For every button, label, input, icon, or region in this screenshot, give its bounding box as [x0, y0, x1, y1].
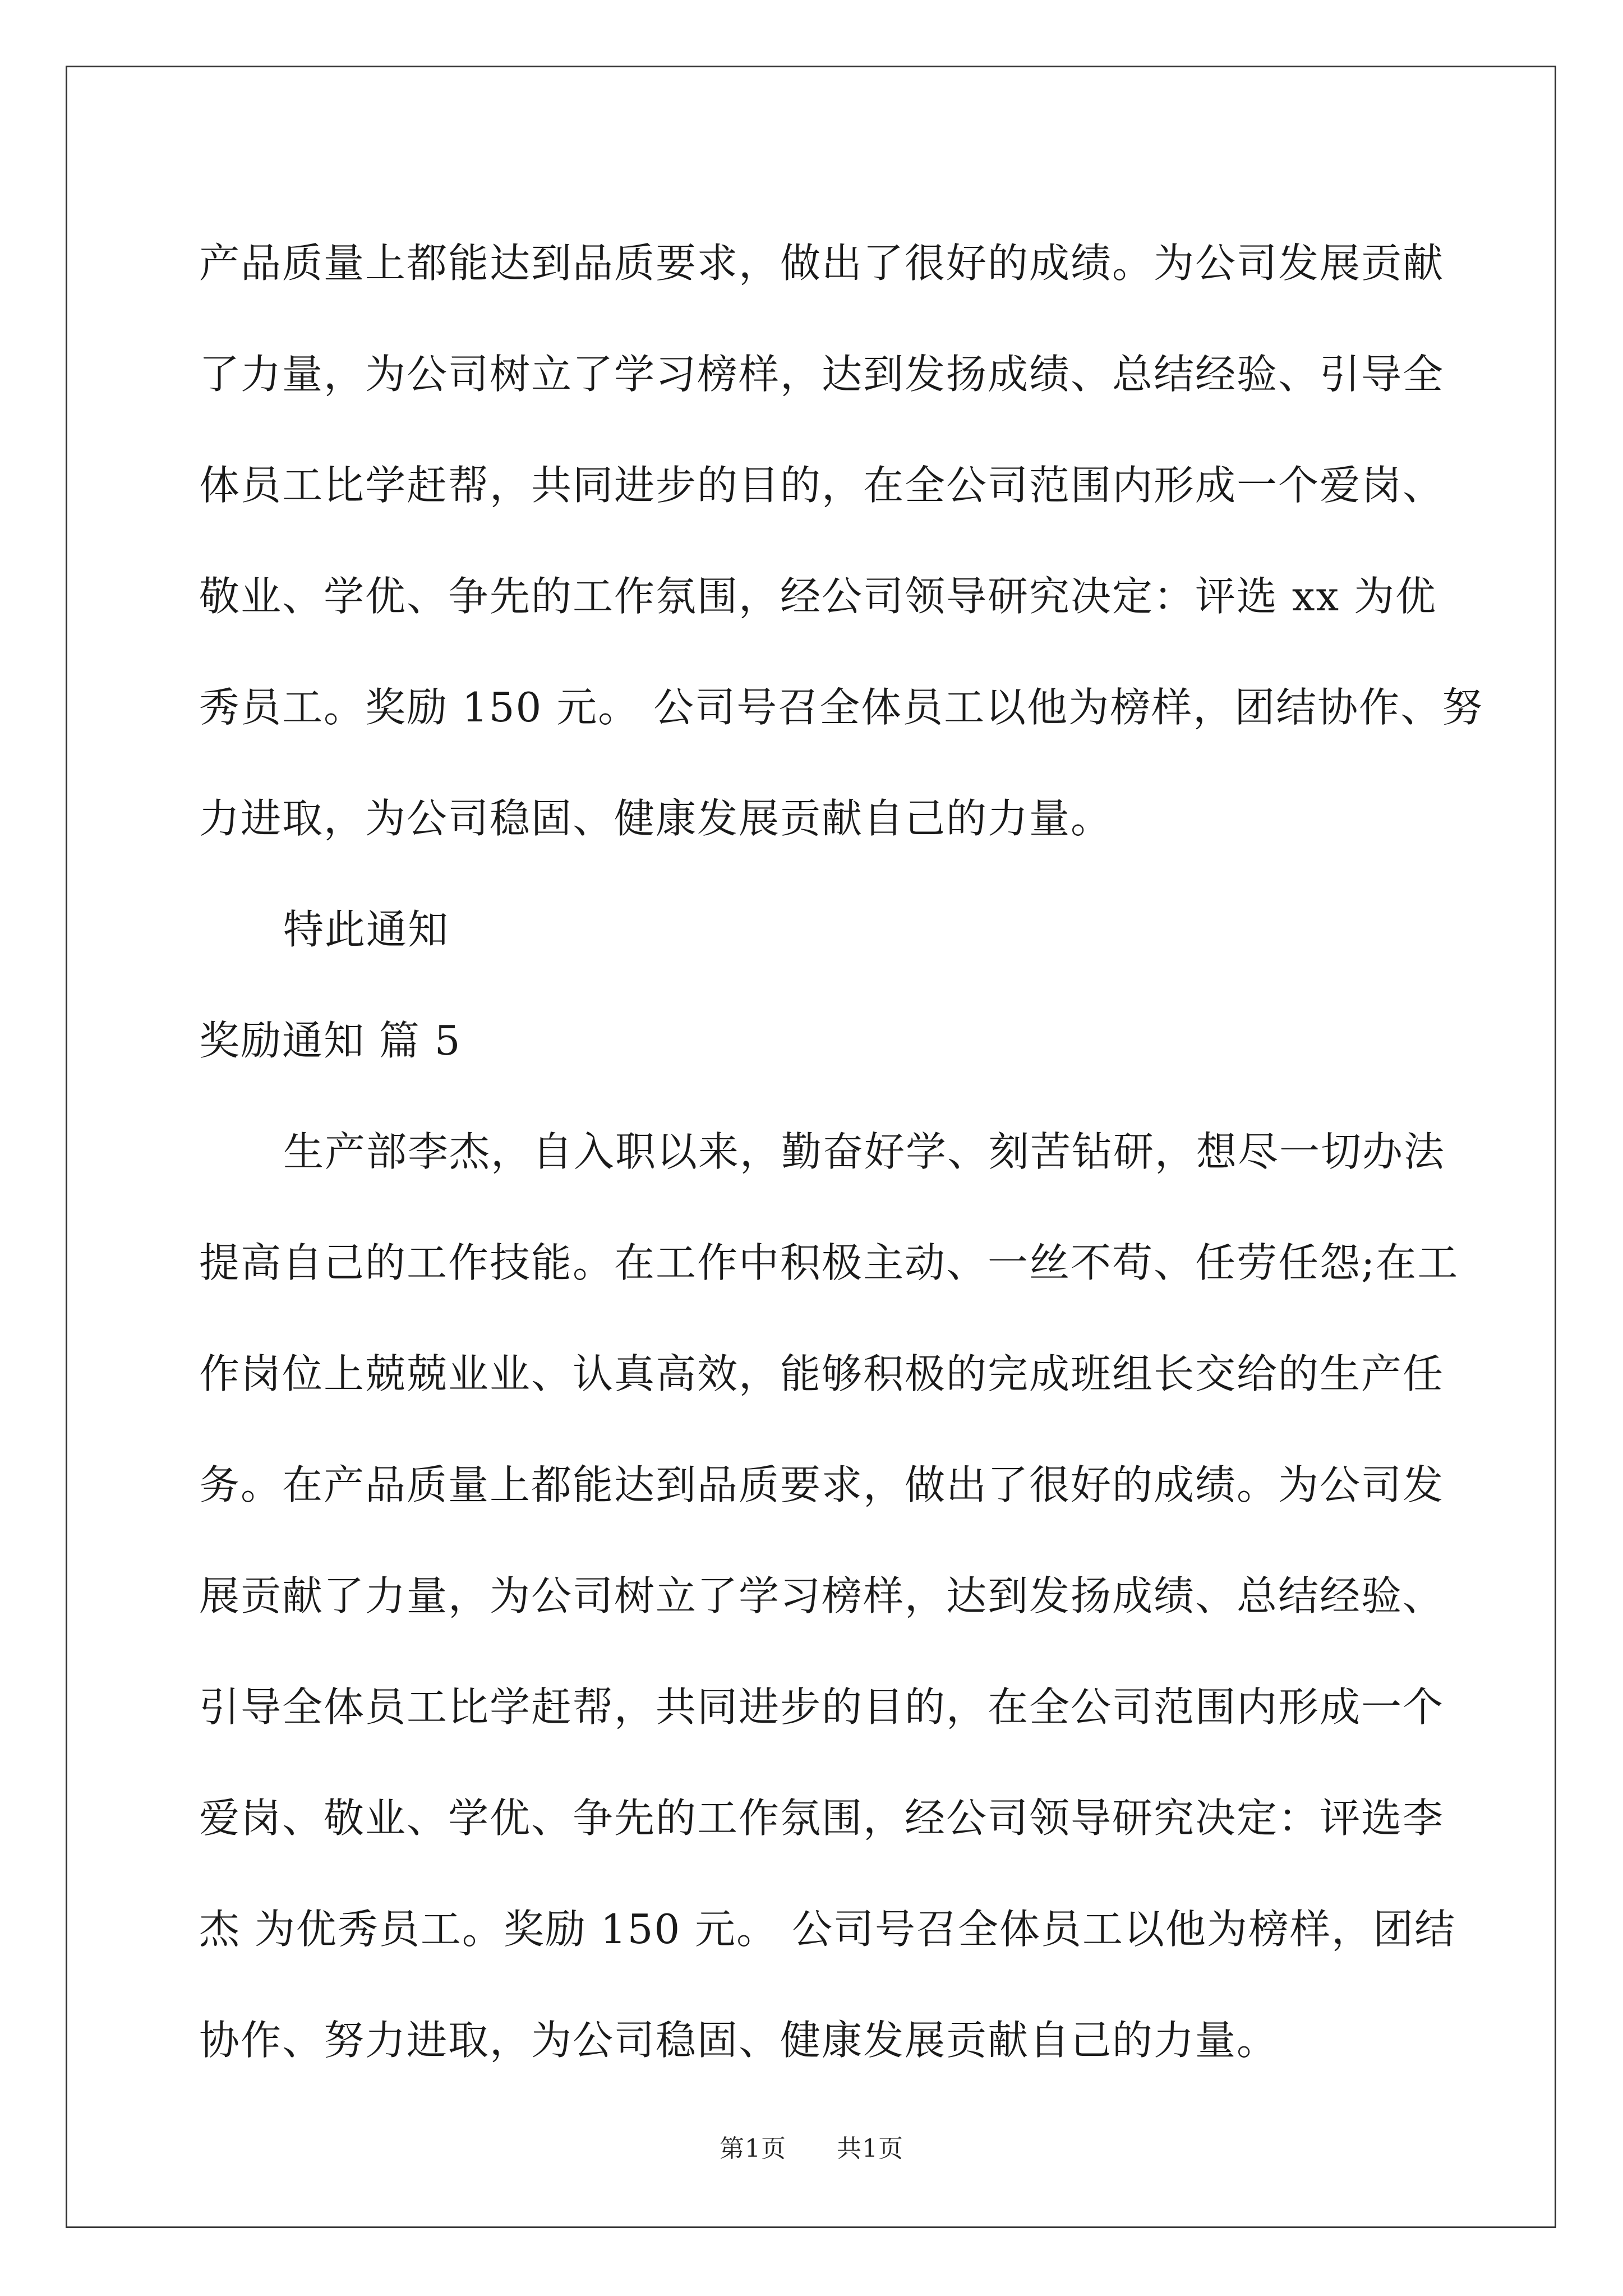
text-line: 敬业、学优、争先的工作氛围，经公司领导研究决定：评选 xx 为优 — [199, 573, 1437, 620]
text-line: 提高自己的工作技能。在工作中积极主动、一丝不苟、任劳任怨;在工 — [199, 1239, 1459, 1286]
text-line: 力进取，为公司稳固、健康发展贡献自己的力量。 — [199, 795, 1113, 842]
page-number: 第1页 — [720, 2134, 786, 2163]
text-line: 体员工比学赶帮，共同进步的目的，在全公司范围内形成一个爱岗、 — [199, 462, 1445, 509]
document-body — [199, 208, 1484, 2096]
page-total: 共1页 — [837, 2134, 903, 2163]
page-footer — [0, 2128, 1623, 2164]
text-line: 爱岗、敬业、学优、争先的工作氛围，经公司领导研究决定：评选李 — [199, 1795, 1445, 1842]
text-line: 引导全体员工比学赶帮，共同进步的目的，在全公司范围内形成一个 — [199, 1683, 1445, 1731]
text-line: 产品质量上都能达到品质要求，做出了很好的成绩。为公司发展贡献 — [199, 240, 1445, 287]
text-line: 协作、努力进取，为公司稳固、健康发展贡献自己的力量。 — [199, 2017, 1279, 2064]
text-line: 了力量，为公司树立了学习榜样，达到发扬成绩、总结经验、引导全 — [199, 351, 1445, 398]
text-line: 展贡献了力量，为公司树立了学习榜样，达到发扬成绩、总结经验、 — [199, 1572, 1445, 1619]
closing-line: 特此通知 — [283, 906, 450, 953]
text-line: 生产部李杰，自入职以来，勤奋好学、刻苦钻研，想尽一切办法 — [283, 1128, 1446, 1175]
text-line: 作岗位上兢兢业业、认真高效，能够积极的完成班组长交给的生产任 — [199, 1350, 1445, 1397]
text-line: 杰 为优秀员工。奖励 150 元。 公司号召全体员工以他为榜样，团结 — [199, 1906, 1456, 1953]
text-line: 务。在产品质量上都能达到品质要求，做出了很好的成绩。为公司发 — [199, 1461, 1445, 1508]
section-heading: 奖励通知 篇 5 — [199, 1017, 462, 1064]
text-line: 秀员工。奖励 150 元。 公司号召全体员工以他为榜样，团结协作、努 — [199, 684, 1484, 731]
